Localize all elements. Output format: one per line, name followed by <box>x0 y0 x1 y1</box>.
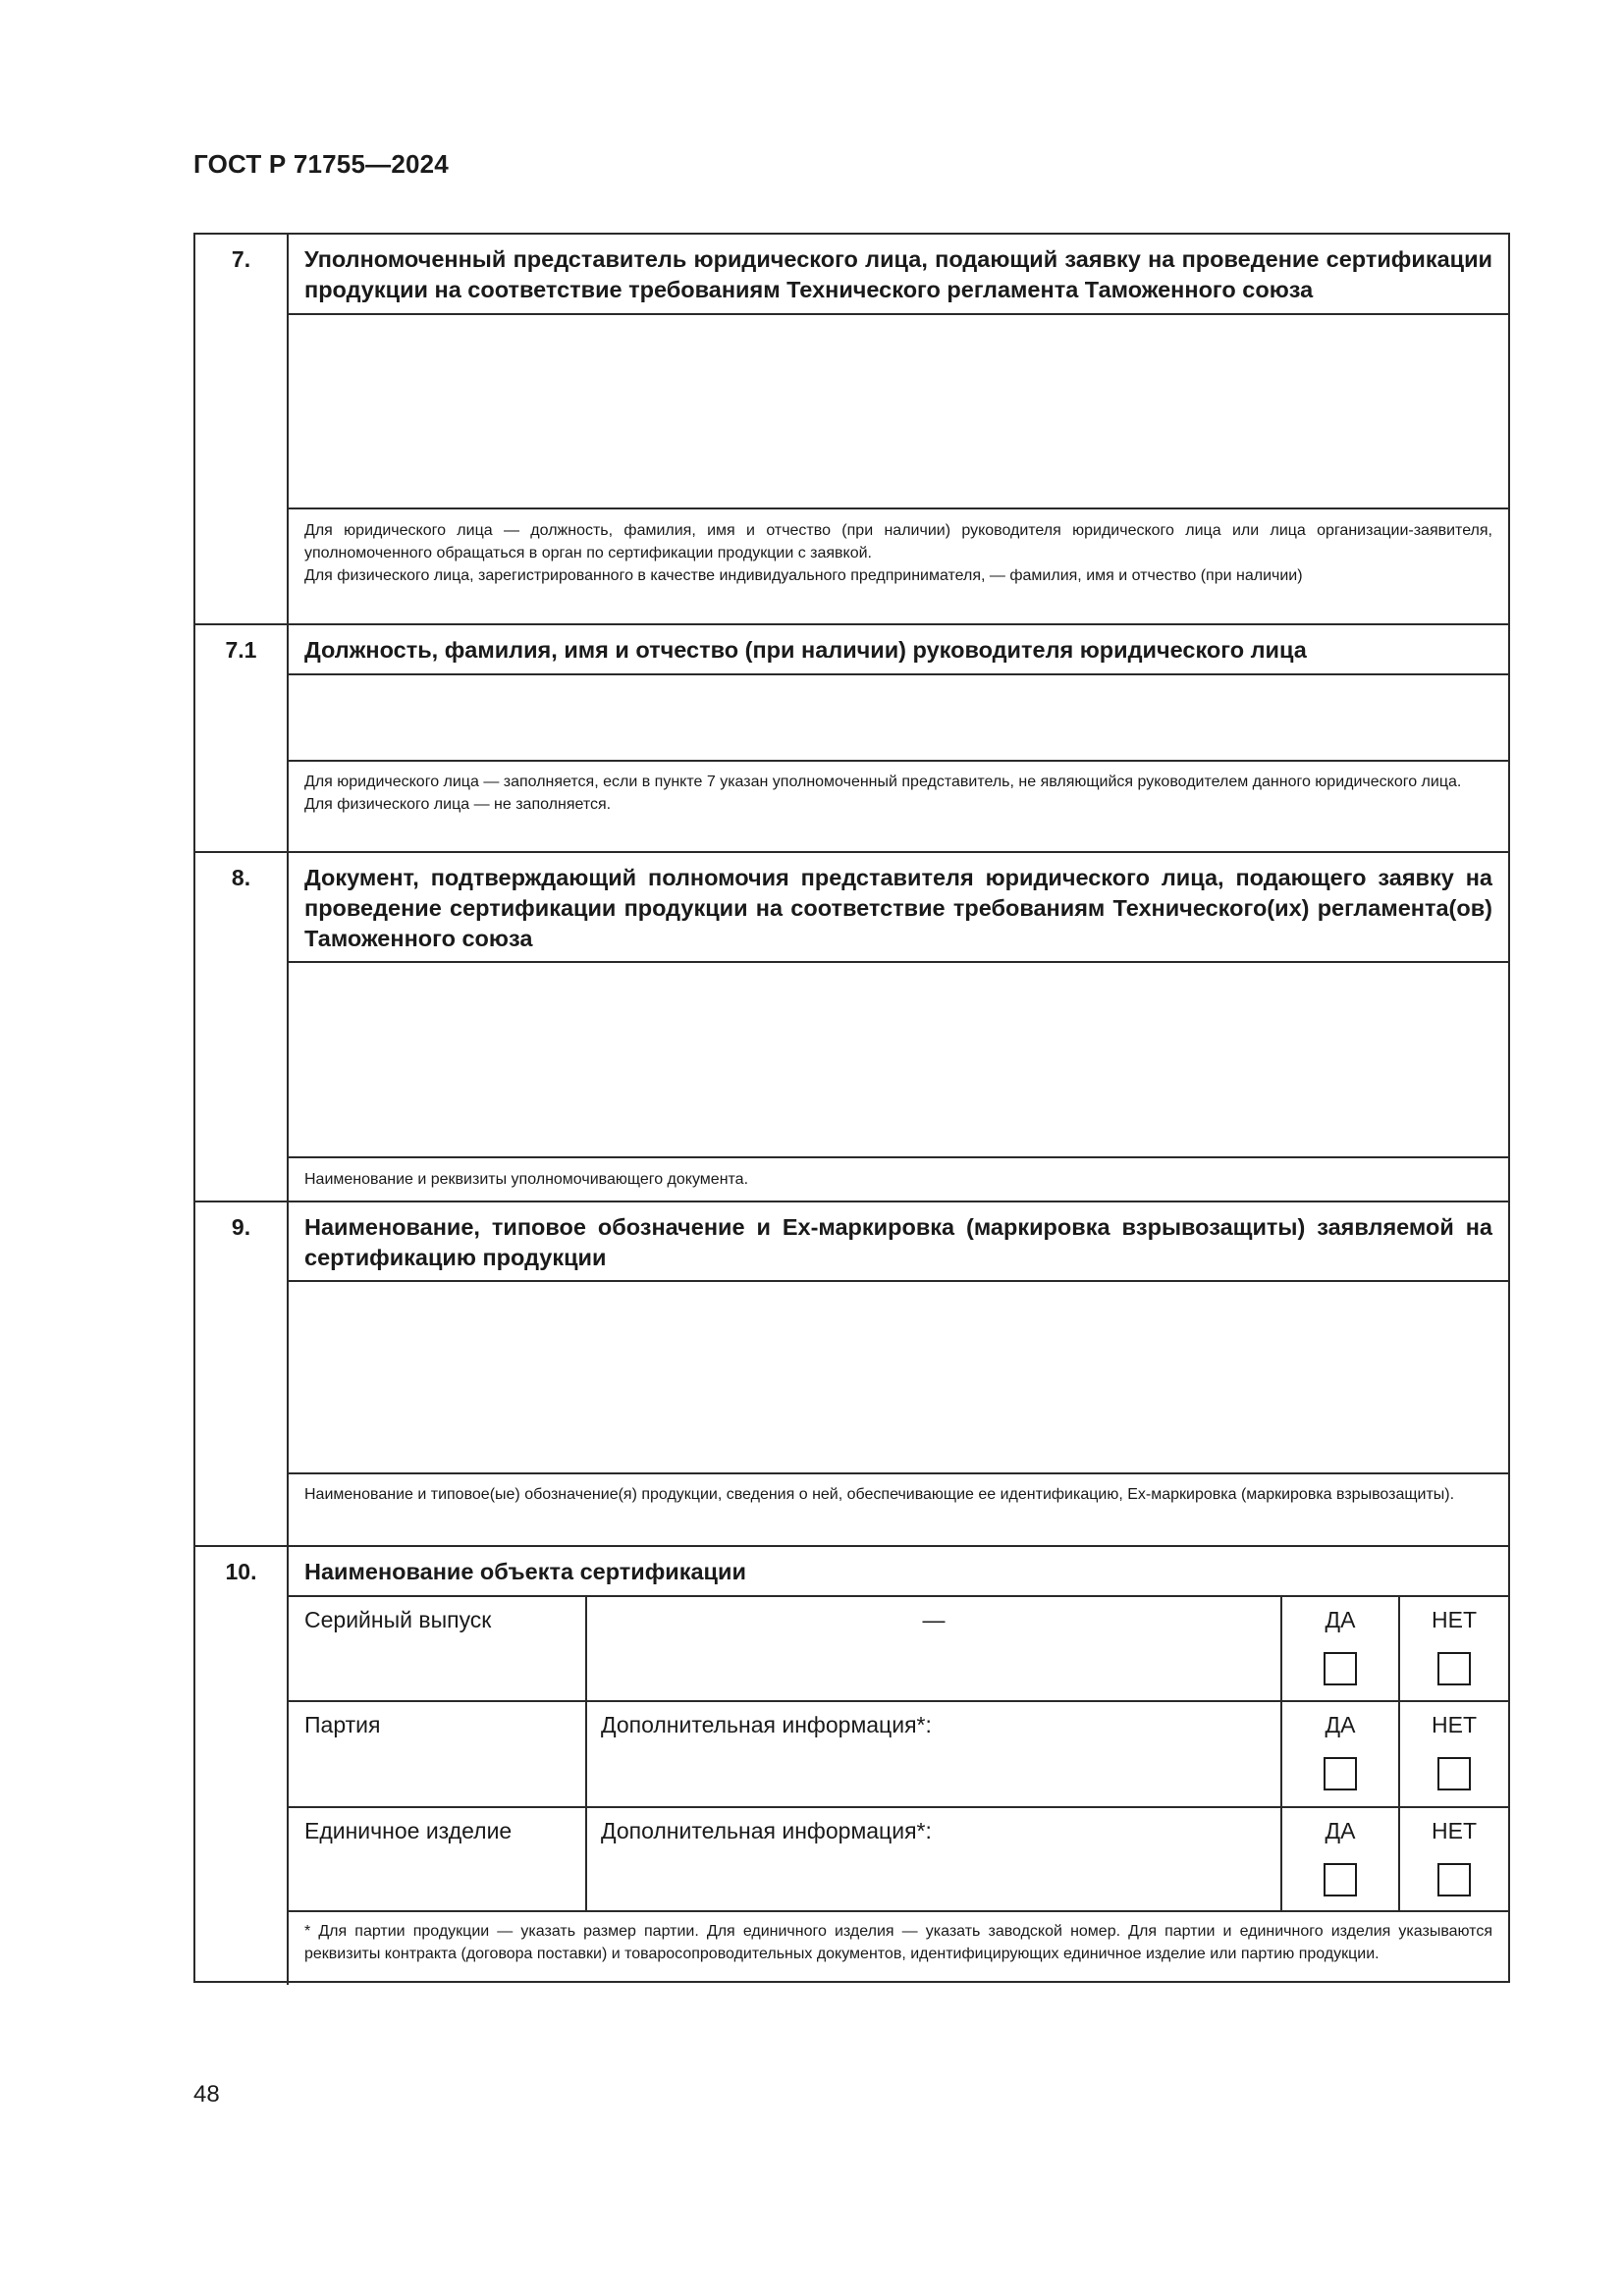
note-line: Для юридического лица — заполняется, если в пункте 7 указан уполномоченный представитель, не являющийся руководителем данного юридического лица. <box>304 774 1462 790</box>
option-label: Партия <box>304 1712 381 1737</box>
option-label: Серийный выпуск <box>304 1607 492 1632</box>
option-info-cell[interactable] <box>585 1808 1282 1910</box>
batch-no-checkbox[interactable] <box>1437 1757 1471 1790</box>
no-cell <box>1400 1808 1508 1910</box>
note-line: Для физического лица — не заполняется. <box>304 796 612 813</box>
section-content <box>289 625 1508 851</box>
no-label: НЕТ <box>1432 1607 1477 1632</box>
footnote-text: * Для партии продукции — указать размер партии. Для единичного изделия — указать заводской номер. Для партии и единичного изделия указываются реквизиты контракта (договора поставки) и товаросопроводительных документов, идентифицирующих единичное изделие или партию продукции. <box>304 1923 1492 1962</box>
section-number-column <box>195 853 289 1201</box>
yes-cell <box>1282 1702 1400 1806</box>
head-of-entity-field[interactable] <box>289 673 1508 762</box>
batch-yes-checkbox[interactable] <box>1324 1757 1357 1790</box>
section-footnote <box>289 1920 1508 1965</box>
product-designation-field[interactable] <box>289 1280 1508 1474</box>
note-line: Для юридического лица — должность, фамилия, имя и отчество (при наличии) руководителя юридического лица или лица организации-заявителя, уполномоченного обращаться в орган по сертификации продукции с заявкой. <box>304 522 1492 561</box>
section-10 <box>195 1545 1508 1985</box>
section-number: 9. <box>231 1214 251 1240</box>
section-number-column <box>195 1202 289 1545</box>
no-cell <box>1400 1702 1508 1806</box>
section-number-column <box>195 1547 289 1985</box>
no-label: НЕТ <box>1432 1818 1477 1843</box>
option-info-text: Дополнительная информация*: <box>601 1712 932 1737</box>
section-content <box>289 853 1508 1201</box>
section-number-column <box>195 625 289 851</box>
option-info-cell[interactable] <box>585 1702 1282 1806</box>
section-number: 10. <box>225 1559 257 1584</box>
single-item-yes-checkbox[interactable] <box>1324 1863 1357 1896</box>
section-note <box>289 519 1508 587</box>
section-content <box>289 1202 1508 1545</box>
authority-document-field[interactable] <box>289 961 1508 1158</box>
note-line: Наименование и реквизиты уполномочивающего документа. <box>304 1171 749 1188</box>
note-line: Наименование и типовое(ые) обозначение(я) продукции, сведения о ней, обеспечивающие ее идентификацию, Ех-маркировка (маркировка взрывозащиты). <box>304 1486 1455 1503</box>
application-form <box>193 233 1510 1983</box>
yes-label: ДА <box>1325 1607 1356 1632</box>
option-row-serial <box>289 1595 1508 1700</box>
no-label: НЕТ <box>1432 1712 1477 1737</box>
section-heading: Уполномоченный представитель юридического лица, подающий заявку на проведение сертификации продукции на соответствие требованиям Технического регламента Таможенного союза <box>304 246 1492 302</box>
section-7 <box>195 235 1508 623</box>
section-content <box>289 235 1508 623</box>
option-info-cell <box>585 1597 1282 1700</box>
single-item-no-checkbox[interactable] <box>1437 1863 1471 1896</box>
yes-label: ДА <box>1325 1712 1356 1737</box>
section-note <box>289 1168 1508 1191</box>
no-cell <box>1400 1597 1508 1700</box>
section-number: 7.1 <box>225 637 257 663</box>
document-header: ГОСТ Р 71755—2024 <box>193 149 449 179</box>
yes-label: ДА <box>1325 1818 1356 1843</box>
yes-cell <box>1282 1808 1400 1910</box>
option-info-text: — <box>922 1607 946 1632</box>
serial-no-checkbox[interactable] <box>1437 1652 1471 1685</box>
section-heading: Наименование, типовое обозначение и Ех-маркировка (маркировка взрывозащиты) заявляемой на сертификацию продукции <box>304 1214 1492 1270</box>
section-8 <box>195 851 1508 1201</box>
section-heading: Должность, фамилия, имя и отчество (при наличии) руководителя юридического лица <box>304 637 1307 663</box>
section-note <box>289 1483 1508 1506</box>
option-row-single-item <box>289 1806 1508 1912</box>
section-heading: Документ, подтверждающий полномочия представителя юридического лица, подающего заявку на проведение сертификации продукции на соответствие требованиям Технического(их) регламента(ов) Таможенного союза <box>304 865 1492 951</box>
note-line: Для физического лица, зарегистрированного в качестве индивидуального предпринимателя, — фамилия, имя и отчество (при наличии) <box>304 567 1303 584</box>
page-number: 48 <box>193 2081 220 2108</box>
section-9 <box>195 1201 1508 1545</box>
option-row-batch <box>289 1700 1508 1806</box>
option-info-text: Дополнительная информация*: <box>601 1818 932 1843</box>
section-note <box>289 771 1508 816</box>
representative-field[interactable] <box>289 313 1508 509</box>
section-number-column <box>195 235 289 623</box>
section-content <box>289 1547 1508 1985</box>
section-heading: Наименование объекта сертификации <box>304 1559 746 1584</box>
section-7-1 <box>195 623 1508 851</box>
option-label: Единичное изделие <box>304 1818 513 1843</box>
section-number: 7. <box>231 246 251 272</box>
serial-yes-checkbox[interactable] <box>1324 1652 1357 1685</box>
yes-cell <box>1282 1597 1400 1700</box>
section-number: 8. <box>231 865 251 890</box>
